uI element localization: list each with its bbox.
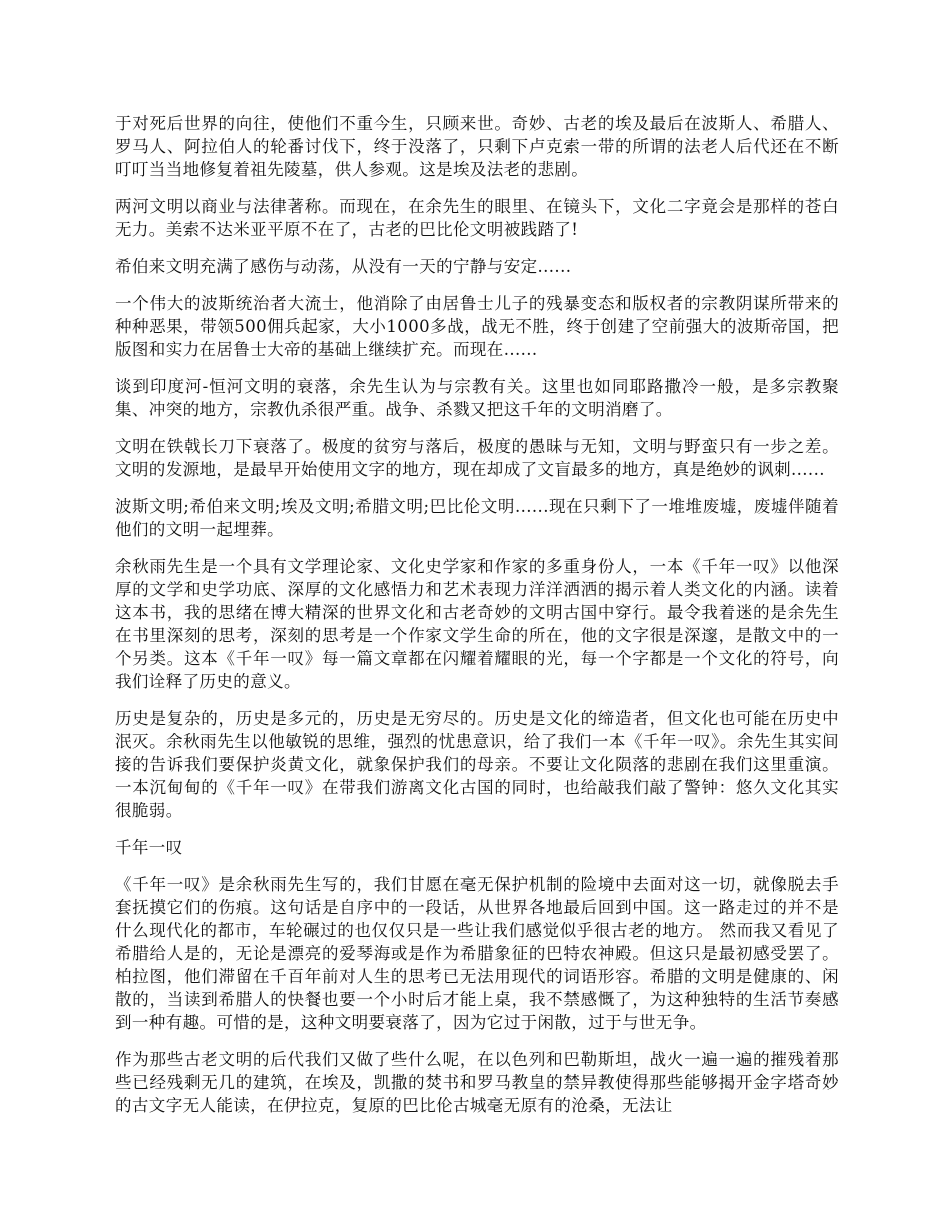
- paragraph-descendants: 作为那些古老文明的后代我们又做了些什么呢，在以色列和巴勒斯坦，战火一遍一遍的摧残着那些已经残剩无几的建筑，在埃及，凯撒的焚书和罗马教皇的禁异教使得那些能够揭开金字塔奇妙的古文字无人能读，在伊拉克，复原的巴比伦古城毫无原有的沧桑，无法让: [115, 1050, 839, 1115]
- paragraph-author: 余秋雨先生是一个具有文学理论家、文化史学家和作家的多重身份人，一本《千年一叹》以他深厚的文学和史学功底、深厚的文化感悟力和艺术表现力洋洋洒洒的揭示着人类文化的内涵。读着这本书，我的思绪在博大精深的世界文化和古老奇妙的文明古国中穿行。最令我着迷的是余先生在书里深刻的思考，深刻的思考是一个作家文学生命的所在，他的文字很是深邃，是散文中的一个另类。这本《千年一叹》每一篇文章都在闪耀着耀眼的光，每一个字都是一个文化的符号，向我们诠释了历史的意义。: [115, 557, 839, 691]
- paragraph-india: 谈到印度河-恒河文明的衰落，余先生认为与宗教有关。这里也如同耶路撒冷一般，是多宗教聚集、冲突的地方，宗教仇杀很严重。战争、杀戮又把这千年的文明消磨了。: [115, 377, 839, 419]
- paragraph-persia: 一个伟大的波斯统治者大流士，他消除了由居鲁士儿子的残暴变态和版权者的宗教阴谋所带来的种种恶果，带领500佣兵起家，大小1000多战，战无不胜，终于创建了空前强大的波斯帝国，把版图和实力在居鲁士大帝的基础上继续扩充。而现在......: [115, 294, 839, 359]
- paragraph-ruins: 波斯文明;希伯来文明;埃及文明;希腊文明;巴比伦文明......现在只剩下了一堆堆废墟，废墟伴随着他们的文明一起埋葬。: [115, 497, 839, 539]
- document-body: [115, 112, 839, 1131]
- paragraph-egypt: 于对死后世界的向往，使他们不重今生，只顾来世。奇妙、古老的埃及最后在波斯人、希腊人、罗马人、阿拉伯人的轮番讨伐下，终于没落了，只剩下卢克索一带的所谓的法老人后代还在不断叮叮当当地修复着祖先陵墓，供人参观。这是埃及法老的悲剧。: [115, 114, 839, 179]
- paragraph-greece: 《千年一叹》是余秋雨先生写的，我们甘愿在毫无保护机制的险境中去面对这一切，就像脱去手套抚摸它们的伤痕。这句话是自序中的一段话，从世界各地最后回到中国。这一路走过的并不是什么现代化的都市，车轮碾过的也仅仅只是一些让我们感觉似乎很古老的地方。 然而我又看见了希腊给人是的，无论是漂亮的爱琴海或是作为希腊象征的巴特农神殿。但这只是最初感受罢了。柏拉图，他们滞留在千百年前对人生的思考已无法用现代的词语形容。希腊的文明是健康的、闲散的，当读到希腊人的快餐也要一个小时后才能上桌，我不禁感慨了，为这种独特的生活节奏感到一种有趣。可惜的是，这种文明要衰落了，因为它过于闲散，过于与世无争。: [115, 875, 839, 1032]
- section-title: 千年一叹: [115, 838, 183, 857]
- paragraph-mesopotamia: 两河文明以商业与法律著称。而现在，在余先生的眼里、在镜头下，文化二字竟会是那样的苍白无力。美索不达米亚平原不在了，古老的巴比伦文明被践踏了!: [115, 197, 839, 239]
- paragraph-decline: 文明在铁戟长刀下衰落了。极度的贫穷与落后，极度的愚昧与无知，文明与野蛮只有一步之差。文明的发源地，是最早开始使用文字的地方，现在却成了文盲最多的地方，真是绝妙的讽刺......: [115, 437, 839, 479]
- paragraph-hebrew: 希伯来文明充满了感伤与动荡，从没有一天的宁静与安定......: [115, 257, 572, 276]
- paragraph-history: 历史是复杂的，历史是多元的，历史是无穷尽的。历史是文化的缔造者，但文化也可能在历史中泯灭。余秋雨先生以他敏锐的思维，强烈的忧患意识，给了我们一本《千年一叹》。余先生其实间接的告诉我们要保护炎黄文化，就象保护我们的母亲。不要让文化陨落的悲剧在我们这里重演。一本沉甸甸的《千年一叹》在带我们游离文化古国的同时，也给敲我们敲了警钟：悠久文化其实很脆弱。: [115, 709, 839, 820]
